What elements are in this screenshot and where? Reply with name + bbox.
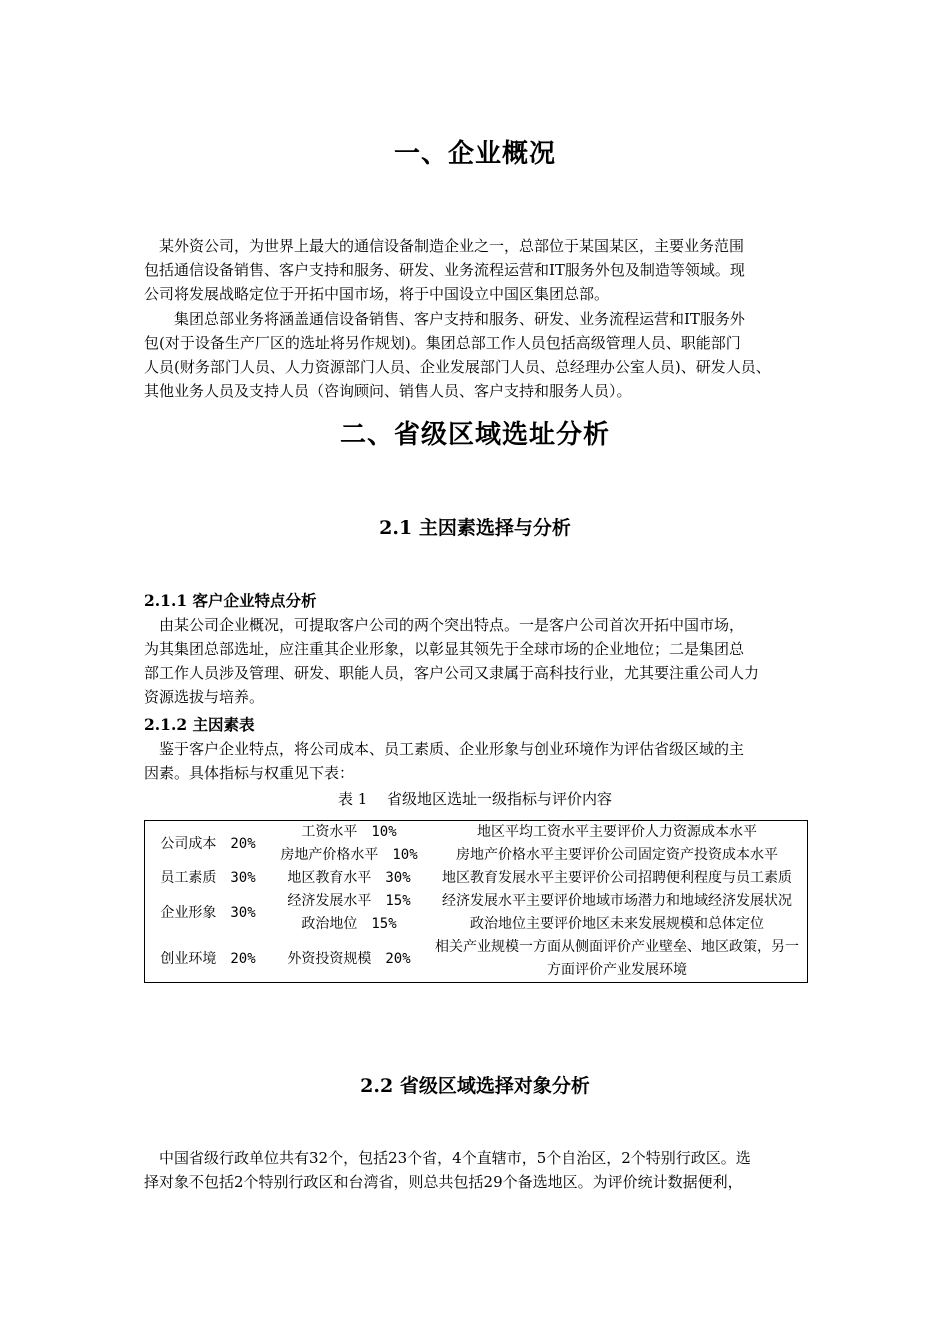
text-line: 资源选拔与培养。 xyxy=(144,688,265,706)
text-line: 集团总部业务将涵盖通信设备销售、客户支持和服务、研发、业务流程运营和IT服务外 xyxy=(144,310,745,328)
text-line: 包(对于设备生产厂区的选址将另作规划)。集团总部工作人员包括高级管理人员、职能部门 xyxy=(144,334,741,352)
table-row xyxy=(145,936,808,983)
paragraph-company-overview xyxy=(144,234,812,306)
paragraph-client-features xyxy=(144,613,812,709)
text-line: 包括通信设备销售、客户支持和服务、研发、业务流程运营和IT服务外包及制造等领域。现 xyxy=(144,261,745,279)
content-cell: 地区教育发展水平主要评价公司招聘便利程度与员工素质 xyxy=(442,870,792,886)
indicator-cell: 房地产价格水平 10% xyxy=(280,847,418,863)
content-cell: 政治地位主要评价地区未来发展规模和总体定位 xyxy=(470,916,764,932)
indicator-cell: 工资水平 10% xyxy=(301,824,397,840)
paragraph-hq-business xyxy=(144,307,812,403)
heading-2-2: 2.2 省级区域选择对象分析 xyxy=(360,1075,590,1097)
content-cell: 地区平均工资水平主要评价人力资源成本水平 xyxy=(477,824,757,840)
content-cell: 经济发展水平主要评价地域市场潜力和地域经济发展状况 xyxy=(442,893,792,909)
text-line: 某外资公司，为世界上最大的通信设备制造企业之一，总部位于某国某区，主要业务范围 xyxy=(144,237,745,255)
text-line: 公司将发展战略定位于开拓中国市场，将于中国设立中国区集团总部。 xyxy=(144,285,610,303)
heading-section-2: 二、省级区域选址分析 xyxy=(339,420,610,450)
text-line: 其他业务人员及支持人员（咨询顾问、销售人员、客户支持和服务人员）。 xyxy=(144,382,632,400)
factor-cell: 员工素质 30% xyxy=(160,870,256,886)
factor-cell: 创业环境 20% xyxy=(160,950,256,967)
content-cell: 房地产价格水平主要评价公司固定资产投资成本水平 xyxy=(456,847,778,863)
table-row xyxy=(145,890,808,913)
heading-section-1: 一、企业概况 xyxy=(393,139,556,169)
factor-cell: 企业形象 30% xyxy=(160,904,256,921)
content-cell: 相关产业规模一方面从侧面评价产业壁垒、地区政策，另一方面评价产业发展环境 xyxy=(435,939,799,978)
factor-cell: 公司成本 20% xyxy=(160,835,256,852)
factor-table xyxy=(144,820,808,983)
table-row xyxy=(145,867,808,890)
paragraph-main-factors xyxy=(144,737,812,785)
table-caption: 表 1 省级地区选址一级指标与评价内容 xyxy=(337,790,613,808)
indicator-cell: 经济发展水平 15% xyxy=(287,893,411,909)
text-line: 人员(财务部门人员、人力资源部门人员、企业发展部门人员、总经理办公室人员)、研发人员、 xyxy=(144,358,771,376)
text-line: 择对象不包括2个特别行政区和台湾省，则总共包括29个备选地区。为评价统计数据便利， xyxy=(144,1173,743,1191)
paragraph-province-selection xyxy=(144,1146,812,1194)
text-line: 部工作人员涉及管理、研发、职能人员，客户公司又隶属于高科技行业，尤其要注重公司人力 xyxy=(144,664,760,682)
heading-2-1-2: 2.1.2 主因素表 xyxy=(144,715,255,734)
heading-2-1-1: 2.1.1 客户企业特点分析 xyxy=(144,591,317,610)
text-line: 由某公司企业概况，可提取客户公司的两个突出特点。一是客户公司首次开拓中国市场， xyxy=(144,616,745,634)
text-line: 因素。具体指标与权重见下表： xyxy=(144,764,355,782)
indicator-cell: 地区教育水平 30% xyxy=(287,870,411,886)
text-line: 中国省级行政单位共有32个，包括23个省，4个直辖市，5个自治区，2个特别行政区。选 xyxy=(144,1149,751,1167)
indicator-cell: 外资投资规模 20% xyxy=(287,950,411,967)
text-line: 为其集团总部选址，应注重其企业形象，以彰显其领先于全球市场的企业地位；二是集团总 xyxy=(144,640,745,658)
heading-2-1: 2.1 主因素选择与分析 xyxy=(379,517,571,539)
text-line: 鉴于客户企业特点，将公司成本、员工素质、企业形象与创业环境作为评估省级区域的主 xyxy=(144,740,745,758)
indicator-cell: 政治地位 15% xyxy=(301,916,397,932)
table-row xyxy=(145,821,808,845)
